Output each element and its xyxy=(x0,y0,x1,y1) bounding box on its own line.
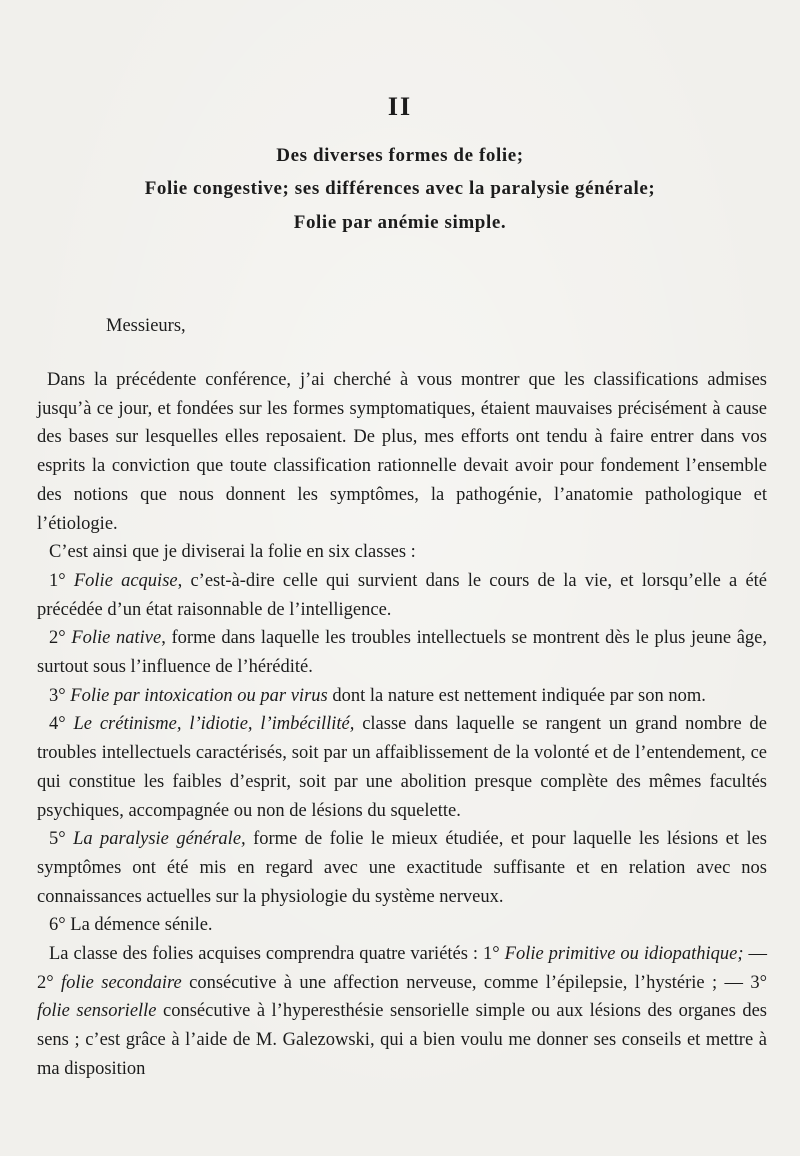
italic-term: folie sensorielle xyxy=(37,1001,157,1022)
class-title: Folie par intoxication ou par virus xyxy=(70,685,328,706)
class-item-1 xyxy=(37,567,767,624)
paragraph-intro: Dans la précédente conférence, j’ai cherché à vous montrer que les classifications admises jusqu’à ce jour, et fondées sur les formes symptomatiques, étaient mauvaises précisément à cause des bases sur lesquelles elles reposaient. De plus, mes efforts ont tendu à faire entrer dans vos esprits la conviction que toute classification rationnelle devait avoir pour fondement l’ensemble des notions que nous donnent les symptômes, la pathogénie, l’anatomie pathologique et l’étiologie. xyxy=(37,370,767,534)
chapter-heading-line-2: Folie congestive; ses différences avec la paralysie générale; xyxy=(144,178,656,199)
class-description: , forme dans laquelle les troubles intellectuels se montrent dès le plus jeune âge, surtout sous l’influence de l’hérédité. xyxy=(37,628,767,678)
class-title: Folie acquise xyxy=(73,570,178,591)
chapter-numeral: II xyxy=(387,92,413,121)
class-description: , c’est-à-dire celle qui survient dans le cours de la vie, et lorsqu’elle a été précédée d’un état raisonnable de l’intelligence. xyxy=(37,570,768,620)
class-item-5 xyxy=(37,825,767,911)
paragraph-classes-intro: C’est ainsi que je diviserai la folie en six classes : xyxy=(49,542,416,563)
class-number: 4° xyxy=(49,714,74,735)
class-description: forme de folie le mieux étudiée, et pour laquelle les lésions et les symptômes ont été mis en regard avec une exactitude suffisante et en relation avec nos connaissances actuelles sur la physiologie du système nerveux. xyxy=(37,829,767,907)
italic-term: Folie primitive ou idiopathique; xyxy=(504,944,744,965)
italic-term: folie secondaire xyxy=(61,972,182,993)
text-run: consécutive à l’hyperesthésie sensorielle simple ou aux lésions des organes des sens ; c’est grâce à l’aide de M. Galezowski, qui a bien voulu me donner ses conseils et mettre à ma disposition xyxy=(37,1001,767,1079)
text-run: consécutive à une affection nerveuse, comme l’épilepsie, l’hystérie ; — 3° xyxy=(181,972,767,993)
class-title: La paralysie générale, xyxy=(73,829,246,850)
class-number: 5° xyxy=(49,829,74,850)
text-run: La classe des folies acquises comprendra quatre variétés : 1° xyxy=(49,944,505,965)
class-item-6: 6° La démence sénile. xyxy=(49,915,213,936)
class-description: dont la nature est nettement indiquée par son nom. xyxy=(327,685,706,706)
text-run: — 2° xyxy=(37,944,768,993)
class-number: 3° xyxy=(49,685,71,706)
body-text xyxy=(37,366,767,1084)
chapter-heading-line-1: Des diverses formes de folie; xyxy=(276,145,524,166)
class-number: 2° xyxy=(49,628,72,649)
class-item-4 xyxy=(37,710,767,825)
class-description: classe dans laquelle se rangent un grand nombre de troubles intellectuels caractérisés, soit par un affaiblissement de la volonté et de l’entendement, ce qui constitue les faibles d’esprit, soit par une abolition presque complète des mêmes facultés psychiques, accompagnée ou non de lésions du squelette. xyxy=(37,714,767,821)
class-number: 1° xyxy=(49,570,74,591)
chapter-heading-line-3: Folie par anémie simple. xyxy=(293,212,507,233)
class-item-3 xyxy=(37,682,767,711)
paragraph-acquired-varieties xyxy=(37,940,767,1084)
class-title: Le crétinisme, l’idiotie, l’imbécillité, xyxy=(73,714,355,735)
class-item-2 xyxy=(37,624,767,681)
class-title: Folie native xyxy=(71,628,162,649)
salutation: Messieurs, xyxy=(106,316,186,336)
